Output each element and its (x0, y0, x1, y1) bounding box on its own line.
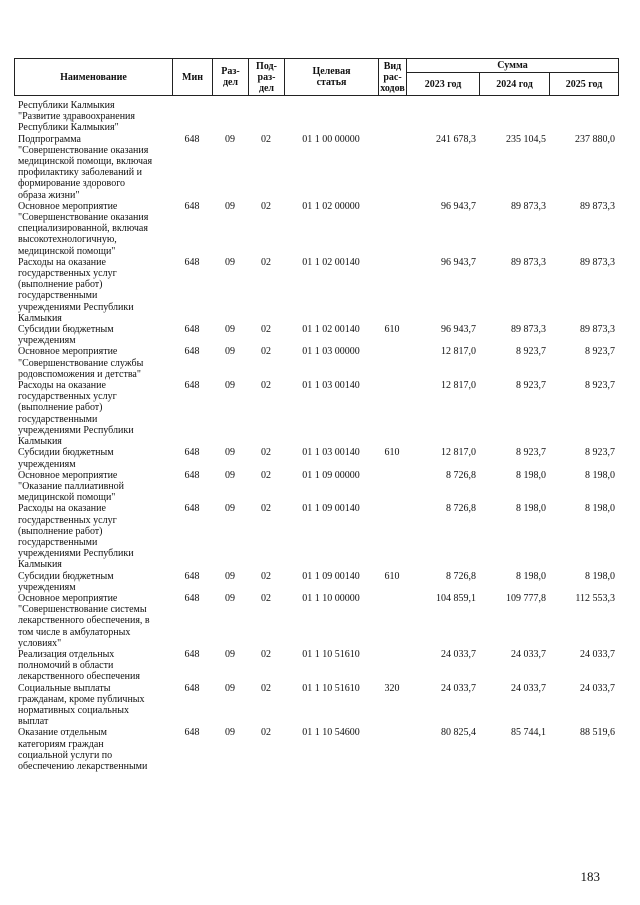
row-sum-2025: 8 923,7 (585, 447, 615, 459)
row-podrazdel: 02 (261, 133, 271, 145)
row-cs: 01 1 09 00000 (302, 469, 360, 481)
row-cs: 01 1 09 00140 (302, 503, 360, 515)
table-row (14, 201, 618, 257)
row-sum-2023: 8 726,8 (446, 503, 476, 515)
row-min: 648 (184, 503, 200, 515)
table-header (14, 58, 619, 96)
header-cs: Целевая статья (285, 59, 379, 96)
row-sum-2023: 12 817,0 (441, 447, 476, 459)
row-min: 648 (184, 648, 200, 660)
row-cs: 01 1 02 00000 (302, 200, 360, 212)
row-razdel: 09 (225, 200, 235, 212)
row-podrazdel: 02 (261, 592, 271, 604)
header-name: Наименование (15, 59, 173, 96)
row-min: 648 (184, 380, 200, 392)
row-sum-2024: 8 923,7 (516, 380, 546, 392)
row-sum-2025: 88 519,6 (580, 727, 615, 739)
table-row (14, 470, 618, 504)
row-name: Основное мероприятие "Оказание паллиативной медицинской помощи" (18, 469, 125, 504)
row-sum-2024: 24 033,7 (511, 682, 546, 694)
row-sum-2023: 80 825,4 (441, 727, 476, 739)
row-sum-2024: 8 198,0 (516, 503, 546, 515)
row-sum-2023: 8 726,8 (446, 570, 476, 582)
table-row (14, 324, 618, 346)
row-name: Субсидии бюджетным учреждениям (18, 324, 114, 347)
row-sum-2023: 96 943,7 (441, 256, 476, 268)
row-sum-2023: 24 033,7 (441, 648, 476, 660)
row-name: Основное мероприятие "Совершенствование службы родовспоможения и детства" (18, 346, 144, 380)
row-podrazdel: 02 (261, 447, 271, 459)
row-sum-2023: 96 943,7 (441, 324, 476, 336)
row-cs: 01 1 10 00000 (302, 592, 360, 604)
row-podrazdel: 02 (261, 346, 271, 358)
row-razdel: 09 (225, 469, 235, 481)
header-year-2025: 2025 год (550, 73, 619, 96)
row-razdel: 09 (225, 346, 235, 358)
row-name: Расходы на оказание государственных услуг (выполнение работ) государственными учреждениями Республики Калмыкия (18, 380, 134, 448)
row-min: 648 (184, 324, 200, 336)
row-razdel: 09 (225, 570, 235, 582)
row-podrazdel: 02 (261, 682, 271, 694)
row-name: Субсидии бюджетным учреждениям (18, 447, 114, 470)
row-razdel: 09 (225, 727, 235, 739)
table-row (14, 380, 618, 447)
header-year-2024: 2024 год (480, 73, 550, 96)
row-razdel: 09 (225, 380, 235, 392)
row-min: 648 (184, 200, 200, 212)
row-min: 648 (184, 256, 200, 268)
row-sum-2024: 85 744,1 (511, 727, 546, 739)
row-cs: 01 1 00 00000 (302, 133, 360, 145)
row-sum-2025: 8 923,7 (585, 380, 615, 392)
row-sum-2025: 89 873,3 (580, 324, 615, 336)
row-podrazdel: 02 (261, 503, 271, 515)
row-podrazdel: 02 (261, 727, 271, 739)
header-summa: Сумма (407, 59, 619, 73)
header-min: Мин (173, 59, 213, 96)
row-name: Реализация отдельных полномочий в области лекарственного обеспечения (18, 648, 140, 683)
table-body (14, 100, 618, 772)
row-name: Субсидии бюджетным учреждениям (18, 570, 114, 593)
row-cs: 01 1 10 51610 (302, 682, 360, 694)
row-sum-2024: 8 923,7 (516, 346, 546, 358)
row-min: 648 (184, 570, 200, 582)
row-cs: 01 1 10 54600 (302, 727, 360, 739)
row-razdel: 09 (225, 682, 235, 694)
row-razdel: 09 (225, 447, 235, 459)
row-min: 648 (184, 469, 200, 481)
row-sum-2024: 109 777,8 (506, 592, 546, 604)
row-podrazdel: 02 (261, 380, 271, 392)
table-row (14, 257, 618, 324)
row-sum-2023: 24 033,7 (441, 682, 476, 694)
table-row (14, 649, 618, 683)
row-podrazdel: 02 (261, 648, 271, 660)
row-vr: 610 (384, 447, 400, 459)
table-row (14, 727, 618, 772)
row-cs: 01 1 09 00140 (302, 570, 360, 582)
table-row (14, 683, 618, 728)
row-sum-2023: 96 943,7 (441, 200, 476, 212)
row-min: 648 (184, 727, 200, 739)
row-cs: 01 1 10 51610 (302, 648, 360, 660)
row-razdel: 09 (225, 592, 235, 604)
row-podrazdel: 02 (261, 570, 271, 582)
row-sum-2023: 104 859,1 (436, 592, 476, 604)
row-min: 648 (184, 592, 200, 604)
table-row (14, 134, 618, 201)
row-name: Основное мероприятие "Совершенствование системы лекарственного обеспечения, в том числе в амбулаторных условиях" (18, 592, 150, 649)
row-name: Республики Калмыкия "Развитие здравоохранения Республики Калмыкия" (18, 100, 135, 134)
row-sum-2025: 237 880,0 (575, 133, 615, 145)
row-name: Основное мероприятие "Совершенствование оказания специализированной, включая высокотехнологичную, медицинской помощи" (18, 200, 149, 257)
table-row (14, 571, 618, 593)
row-razdel: 09 (225, 648, 235, 660)
header-podrazdel: Под- раз- дел (249, 59, 285, 96)
row-name: Расходы на оказание государственных услуг (выполнение работ) государственными учреждениями Республики Калмыкия (18, 503, 134, 571)
row-min: 648 (184, 682, 200, 694)
row-podrazdel: 02 (261, 256, 271, 268)
row-razdel: 09 (225, 256, 235, 268)
row-sum-2025: 112 553,3 (575, 592, 615, 604)
row-name: Подпрограмма "Совершенствование оказания медицинской помощи, включая профилактику заболеваний и формирование здорового образа жизни" (18, 133, 153, 201)
row-cs: 01 1 02 00140 (302, 324, 360, 336)
row-sum-2025: 8 923,7 (585, 346, 615, 358)
row-sum-2025: 8 198,0 (585, 503, 615, 515)
row-sum-2023: 8 726,8 (446, 469, 476, 481)
table-row (14, 346, 618, 380)
table-row (14, 503, 618, 570)
row-sum-2024: 89 873,3 (511, 200, 546, 212)
row-sum-2025: 89 873,3 (580, 200, 615, 212)
row-name: Социальные выплаты гражданам, кроме публичных нормативных социальных выплат (18, 682, 145, 728)
row-sum-2024: 89 873,3 (511, 324, 546, 336)
row-sum-2025: 24 033,7 (580, 682, 615, 694)
row-razdel: 09 (225, 133, 235, 145)
row-cs: 01 1 03 00000 (302, 346, 360, 358)
row-sum-2023: 12 817,0 (441, 380, 476, 392)
table-row (14, 593, 618, 649)
row-podrazdel: 02 (261, 469, 271, 481)
row-cs: 01 1 02 00140 (302, 256, 360, 268)
row-sum-2024: 8 198,0 (516, 469, 546, 481)
row-sum-2024: 24 033,7 (511, 648, 546, 660)
header-razdel: Раз- дел (213, 59, 249, 96)
row-razdel: 09 (225, 503, 235, 515)
row-vr: 610 (384, 570, 400, 582)
row-podrazdel: 02 (261, 200, 271, 212)
row-sum-2023: 12 817,0 (441, 346, 476, 358)
row-sum-2025: 8 198,0 (585, 469, 615, 481)
header-year-2023: 2023 год (407, 73, 480, 96)
row-razdel: 09 (225, 324, 235, 336)
row-sum-2024: 89 873,3 (511, 256, 546, 268)
row-sum-2025: 24 033,7 (580, 648, 615, 660)
header-vr: Вид рас- ходов (380, 60, 405, 94)
row-sum-2023: 241 678,3 (436, 133, 476, 145)
row-podrazdel: 02 (261, 324, 271, 336)
row-cs: 01 1 03 00140 (302, 380, 360, 392)
row-sum-2024: 8 198,0 (516, 570, 546, 582)
row-vr: 610 (384, 324, 400, 336)
row-sum-2025: 8 198,0 (585, 570, 615, 582)
row-cs: 01 1 03 00140 (302, 447, 360, 459)
row-min: 648 (184, 133, 200, 145)
row-sum-2025: 89 873,3 (580, 256, 615, 268)
row-min: 648 (184, 346, 200, 358)
row-vr: 320 (384, 682, 400, 694)
row-name: Оказание отдельным категориям граждан социальной услуги по обеспечению лекарственными (18, 727, 148, 772)
table-row (14, 447, 618, 469)
table-row (14, 100, 618, 134)
row-sum-2024: 8 923,7 (516, 447, 546, 459)
row-name: Расходы на оказание государственных услуг (выполнение работ) государственными учреждениями Республики Калмыкия (18, 256, 134, 324)
row-sum-2024: 235 104,5 (506, 133, 546, 145)
row-min: 648 (184, 447, 200, 459)
page-number: 183 (580, 869, 600, 884)
